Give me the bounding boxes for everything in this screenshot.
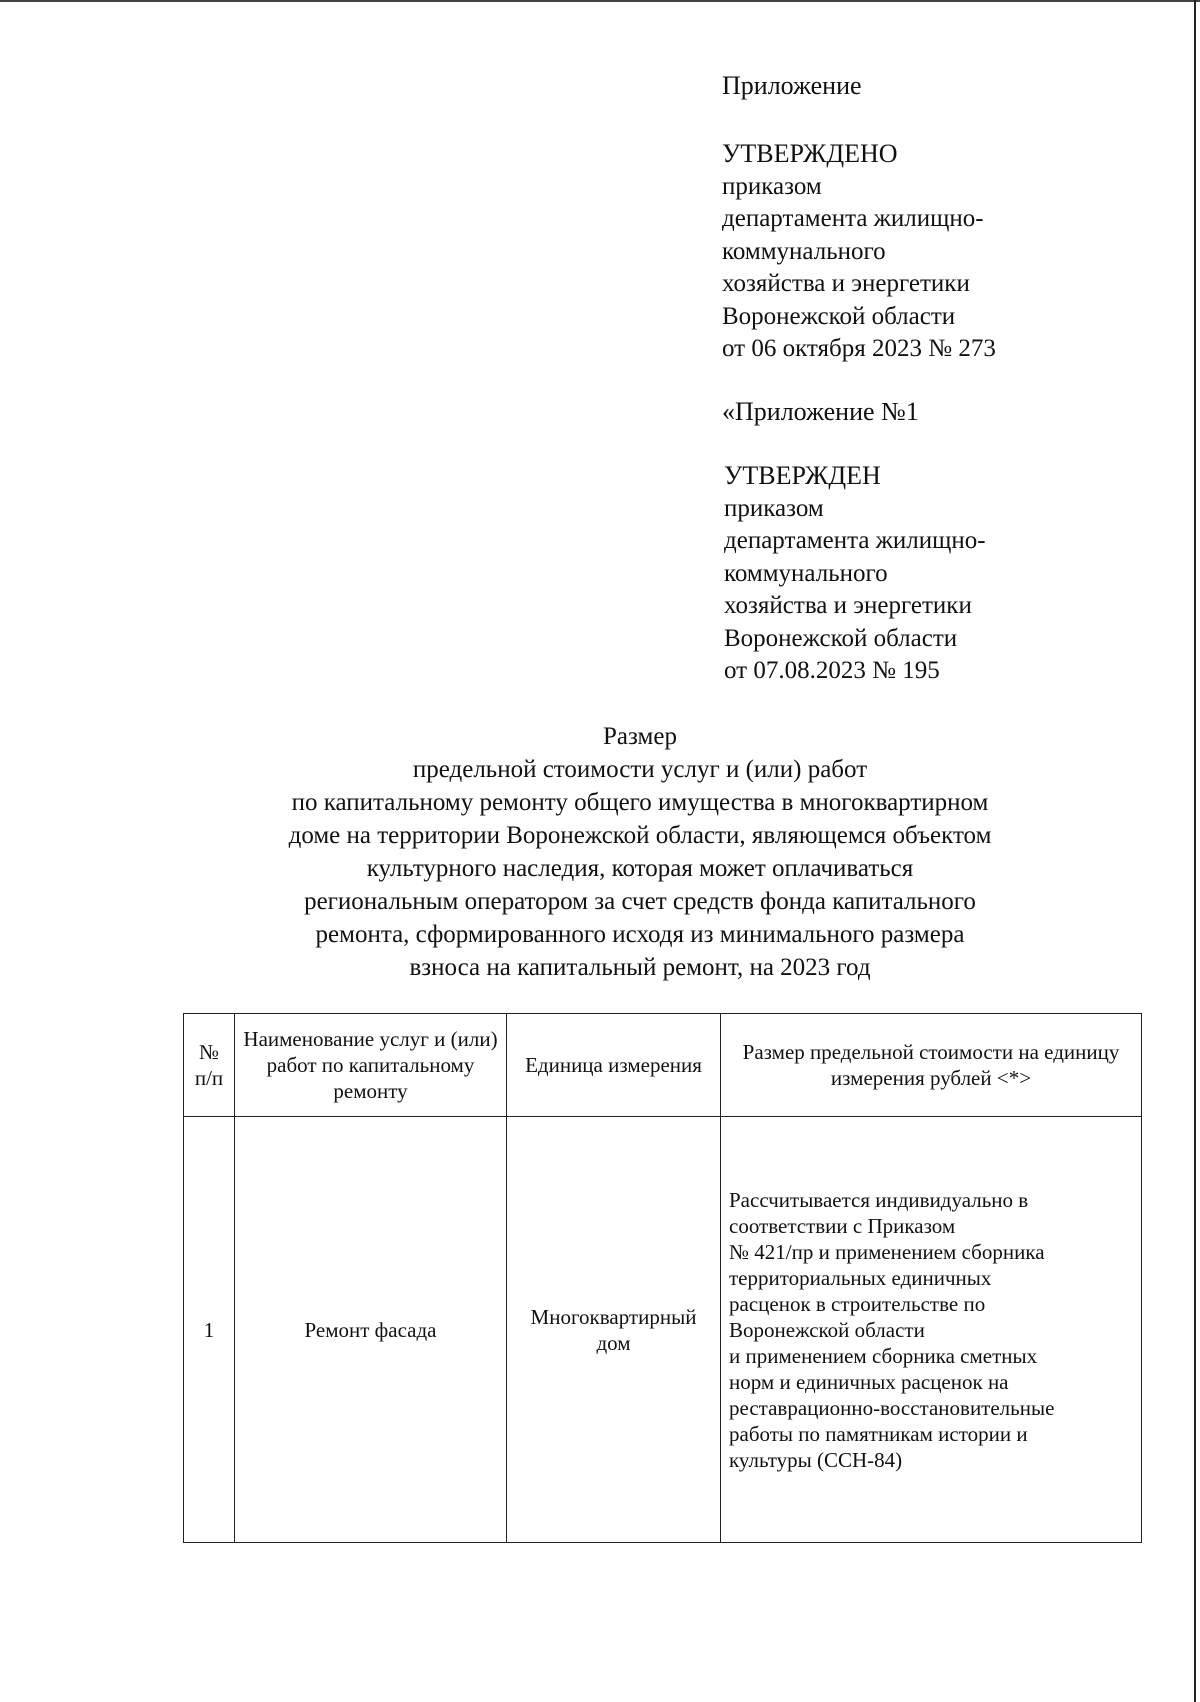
header-cost: Размер предельной стоимости на единицу измерения рублей <*> — [721, 1014, 1142, 1117]
header-num: № п/п — [184, 1014, 235, 1117]
title-line: предельной стоимости услуг и (или) работ — [412, 756, 868, 783]
cost-line: соответствии с Приказом — [729, 1213, 956, 1238]
cost-line: Рассчитывается индивидуально в — [729, 1187, 1029, 1212]
title-line: по капитальному ремонту общего имущества в многоквартирном — [291, 789, 989, 816]
table-row — [184, 1117, 1142, 1543]
appendix-label: Приложение — [722, 71, 862, 100]
approval-1-line: департамента жилищно- — [722, 205, 984, 232]
scan-edge-right — [1194, 0, 1196, 1702]
approval-1-line: от 06 октября 2023 № 273 — [722, 335, 996, 362]
approval-2-line: приказом — [724, 494, 824, 522]
document-title — [190, 720, 1090, 984]
approval-2-line: коммунального — [724, 559, 888, 587]
approval-2-line: от 07.08.2023 № 195 — [724, 657, 940, 684]
title-line: региональным оператором за счет средств фонда капитального — [304, 888, 976, 915]
cost-line: работы по памятникам истории и — [729, 1421, 1028, 1446]
approval-stamp-2 — [724, 460, 986, 688]
scan-edge-top — [0, 0, 1200, 2]
title-line: культурного наследия, которая может оплачиваться — [366, 855, 914, 882]
cell-name: Ремонт фасада — [235, 1117, 507, 1543]
approval-2-line: Воронежской области — [724, 624, 958, 652]
header-unit: Единица измерения — [507, 1014, 721, 1117]
cost-line: № 421/пр и применением сборника — [729, 1239, 1045, 1264]
header-name: Наименование услуг и (или) работ по капитальному ремонту — [235, 1014, 507, 1117]
cell-cost — [721, 1117, 1142, 1543]
approval-2-heading: УТВЕРЖДЕН — [724, 461, 881, 490]
approval-1-line: приказом — [722, 172, 822, 200]
cost-table — [183, 1013, 1142, 1543]
cost-line: и применением сборника сметных — [729, 1343, 1038, 1368]
title-line: взноса на капитальный ремонт, на 2023 год — [409, 954, 871, 981]
title-line: Размер — [603, 723, 677, 750]
appendix-no1-label: «Приложение №1 — [722, 397, 919, 426]
approval-1-line: хозяйства и энергетики — [722, 270, 970, 297]
cost-line: территориальных единичных — [729, 1265, 992, 1290]
approval-2-line: департамента жилищно- — [724, 527, 986, 554]
cell-num: 1 — [184, 1117, 235, 1543]
title-line: ремонта, сформированного исходя из минимального размера — [315, 921, 965, 948]
approval-stamp-1 — [722, 138, 996, 366]
cost-line: расценок в строительстве по — [729, 1291, 986, 1316]
cost-line: норм и единичных расценок на — [729, 1369, 1009, 1394]
cost-line: реставрационно-восстановительные — [729, 1395, 1055, 1420]
title-line: доме на территории Воронежской области, являющемся объектом — [288, 822, 992, 849]
cost-line: Воронежской области — [729, 1317, 925, 1342]
approval-1-heading: УТВЕРЖДЕНО — [722, 139, 898, 168]
cell-unit: Многоквартирный дом — [507, 1117, 721, 1543]
approval-2-line: хозяйства и энергетики — [724, 592, 972, 619]
table-header-row — [184, 1014, 1142, 1117]
cost-line: культуры (ССН-84) — [729, 1447, 903, 1472]
approval-1-line: коммунального — [722, 237, 886, 265]
approval-1-line: Воронежской области — [722, 302, 956, 330]
